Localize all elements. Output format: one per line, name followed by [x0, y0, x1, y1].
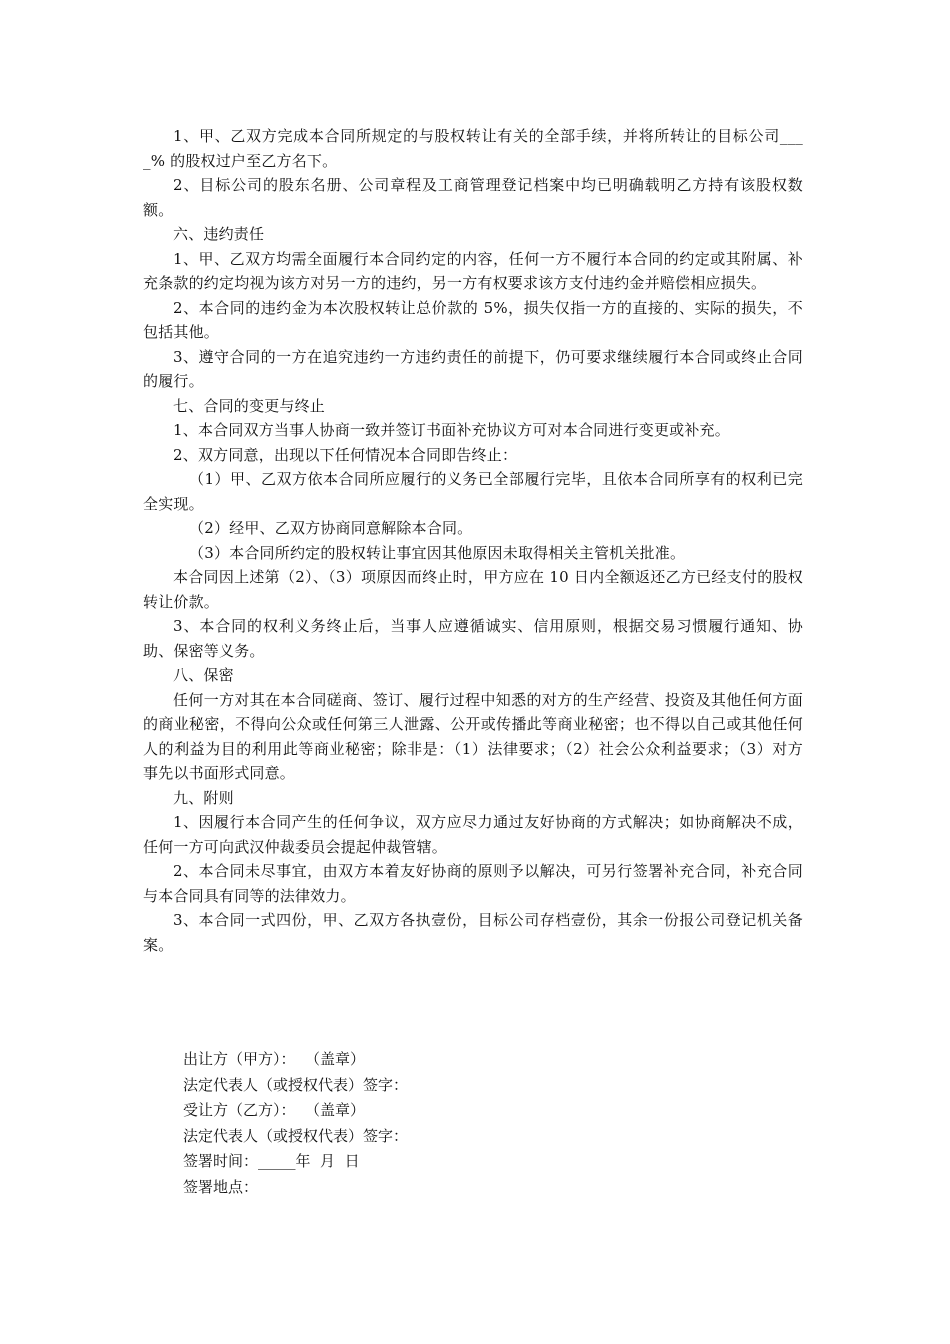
paragraph: （2）经甲、乙双方协商同意解除本合同。: [189, 519, 473, 537]
paragraph: 1、甲、乙双方完成本合同所规定的与股权转让有关的全部手续，并将所转让的目标公司____% 的股权过户至乙方名下。: [143, 127, 803, 170]
signature-line: 法定代表人（或授权代表）签字：: [183, 1126, 409, 1145]
paragraph: 1、本合同双方当事人协商一致并签订书面补充协议方可对本合同进行变更或补充。: [173, 421, 730, 439]
signature-line: 法定代表人（或授权代表）签字：: [183, 1075, 409, 1094]
paragraph: 3、本合同一式四份，甲、乙双方各执壹份，目标公司存档壹份，其余一份报公司登记机关备案。: [143, 911, 803, 954]
contract-body: [143, 124, 803, 957]
paragraph: 九、附则: [173, 788, 234, 807]
paragraph: 八、保密: [173, 666, 234, 684]
signature-block: [183, 1047, 683, 1200]
paragraph: 七、合同的变更与终止: [173, 396, 326, 415]
paragraph: （1）甲、乙双方依本合同所应履行的义务已全部履行完毕，且依本合同所享有的权利已完全实现。: [143, 470, 803, 513]
paragraph: 1、甲、乙双方均需全面履行本合同约定的内容，任何一方不履行本合同的约定或其附属、补充条款的约定均视为该方对另一方的违约，另一方有权要求该方支付违约金并赔偿相应损失。: [143, 249, 803, 292]
paragraph: 1、因履行本合同产生的任何争议，双方应尽力通过友好协商的方式解决；如协商解决不成，任何一方可向武汉仲裁委员会提起仲裁管辖。: [143, 813, 803, 856]
paragraph: 2、本合同未尽事宜，由双方本着友好协商的原则予以解决，可另行签署补充合同，补充合同与本合同具有同等的法律效力。: [143, 862, 803, 905]
paragraph: 2、本合同的违约金为本次股权转让总价款的 5%，损失仅指一方的直接的、实际的损失，不包括其他。: [143, 298, 803, 341]
signature-line: 出让方（甲方）： （盖章）: [183, 1050, 366, 1068]
signature-line: 受让方（乙方）： （盖章）: [183, 1101, 366, 1119]
signature-line: 签署地点：: [183, 1177, 259, 1196]
paragraph: 2、目标公司的股东名册、公司章程及工商管理登记档案中均已明确载明乙方持有该股权数额。: [143, 176, 803, 219]
paragraph: 任何一方对其在本合同磋商、签订、履行过程中知悉的对方的生产经营、投资及其他任何方面的商业秘密，不得向公众或任何第三人泄露、公开或传播此等商业秘密；也不得以自己或其他任何人的利益为目的利用此等商业秘密；除非是：（1）法律要求；（2）社会公众利益要求；（3）对方事先以书面形式同意。: [143, 690, 803, 782]
paragraph: 六、违约责任: [173, 225, 265, 243]
paragraph: （3）本合同所约定的股权转让事宜因其他原因未取得相关主管机关批准。: [189, 543, 686, 562]
paragraph: 本合同因上述第（2）、（3）项原因而终止时，甲方应在 10 日内全额返还乙方已经支付的股权转让价款。: [143, 568, 803, 611]
signature-line: 签署时间：_____年 月 日: [183, 1152, 360, 1170]
paragraph: 3、本合同的权利义务终止后，当事人应遵循诚实、信用原则，根据交易习惯履行通知、协助、保密等义务。: [143, 617, 803, 660]
paragraph: 3、遵守合同的一方在追究违约一方违约责任的前提下，仍可要求继续履行本合同或终止合同的履行。: [143, 347, 803, 390]
paragraph: 2、双方同意，出现以下任何情况本合同即告终止：: [173, 445, 518, 464]
